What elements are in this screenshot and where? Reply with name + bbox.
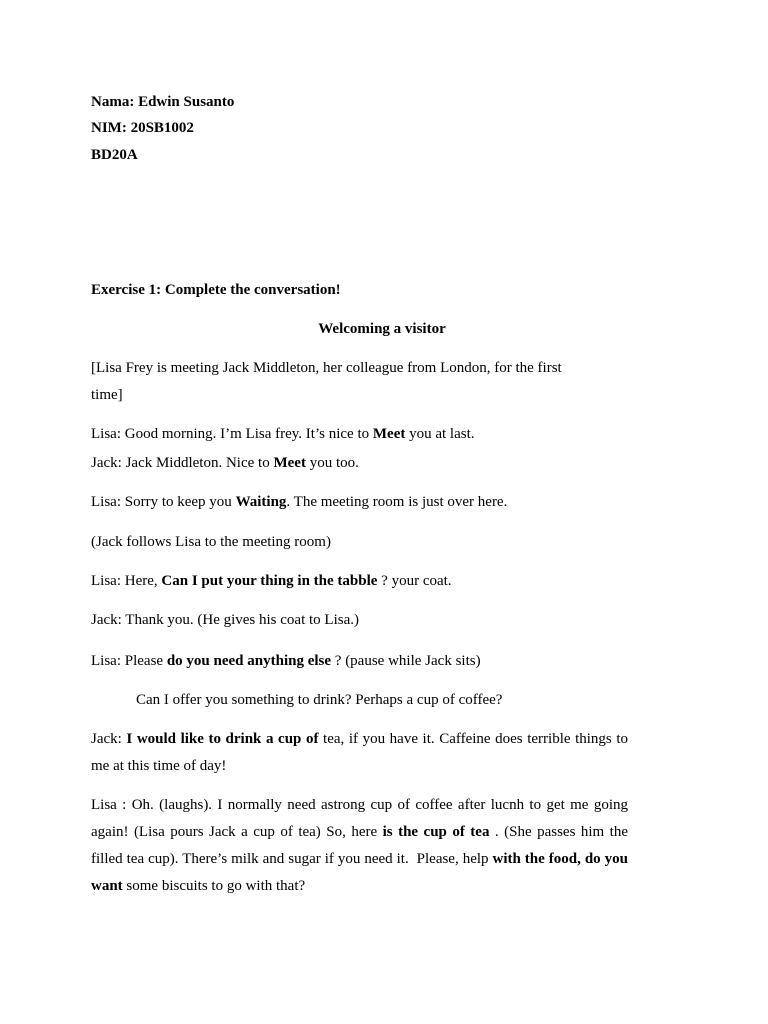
answer-text: is the cup of tea [382,824,490,840]
dialogue-line [91,572,452,590]
answer-text: I would like to drink a cup of [126,731,319,747]
answer-text: Meet [273,455,306,471]
answer-text: Waiting [235,494,287,510]
student-nim: NIM: 20SB1002 [91,120,194,136]
dialogue-paragraph [91,726,628,780]
dialogue-text: . The meeting room is just over here. [286,494,508,510]
dialogue-text: Lisa : Oh. (laughs). I normally need astrong cup of coffee after lucnh to get me going again! (Lisa pours Jack a cup of tea) So, here [91,797,628,840]
dialogue-text: you too. [305,455,359,471]
student-name: Nama: Edwin Susanto [91,94,235,110]
dialogue-text: Lisa: Sorry to keep you [91,494,236,510]
student-class: BD20A [91,147,138,163]
dialogue-text: Lisa: Good morning. I’m Lisa frey. It’s nice to [91,426,373,442]
dialogue-text: some biscuits to go with that? [122,878,306,894]
dialogue-line: Jack: Thank you. (He gives his coat to Lisa.) [91,612,359,628]
answer-text: with the food, do you want [91,851,629,894]
dialogue-text: ? your coat. [377,573,452,589]
dialogue-text: ? (pause while Jack sits) [331,653,481,669]
conversation-title: Welcoming a visitor [318,321,446,337]
dialogue-text: Lisa: Please [91,653,167,669]
intro-line-1: [Lisa Frey is meeting Jack Middleton, her colleague from London, for the first [91,360,562,376]
dialogue-line [91,425,475,443]
answer-text: Meet [372,426,406,442]
dialogue-line [91,493,507,511]
answer-text: do you need anything else [166,653,332,669]
dialogue-text: Jack: Jack Middleton. Nice to [91,455,274,471]
intro-line-2: time] [91,387,123,403]
dialogue-text: Lisa: Here, [91,573,162,589]
dialogue-line-indented: Can I offer you something to drink? Perhaps a cup of coffee? [136,692,503,708]
stage-direction: (Jack follows Lisa to the meeting room) [91,534,331,550]
dialogue-text: . (She passes him the filled tea cup). There’s milk and sugar if you need it. Please, help [91,824,628,867]
dialogue-paragraph [91,792,628,900]
dialogue-line [91,454,359,472]
answer-text: Can I put your thing in the tabble [161,573,378,589]
dialogue-line [91,652,481,670]
dialogue-text: Jack: [91,731,127,747]
dialogue-text: tea, if you have it. Caffeine does terrible things to me at this time of day! [91,731,629,774]
dialogue-text: you at last. [405,426,475,442]
exercise-title: Exercise 1: Complete the conversation! [91,282,341,298]
